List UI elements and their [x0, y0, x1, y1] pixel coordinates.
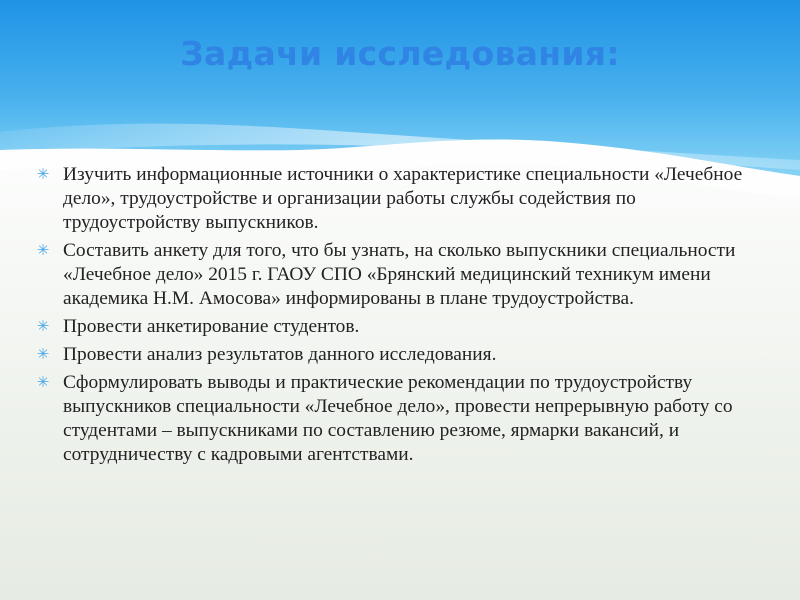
list-item	[36, 163, 766, 235]
list-item-text: Провести анкетирование студентов.	[63, 316, 360, 337]
list-item-text: Сформулировать выводы и практические рекомендации по трудоустройству выпускников специальности «Лечебное дело», провести непрерывную работу со студентами – выпускниками по составлению резюме, ярмарки вакансий, и сотрудничеству с кадровыми агентствами.	[63, 372, 733, 465]
list-item	[36, 239, 766, 311]
list-item	[36, 371, 766, 467]
task-list	[36, 163, 766, 471]
asterisk-bullet-icon: ✳	[36, 375, 50, 391]
list-item-text: Изучить информационные источники о характеристике специальности «Лечебное дело», трудоустройстве и организации работы службы содействия по трудоустройству выпускников.	[63, 164, 743, 233]
slide-title: Задачи исследования:	[180, 34, 620, 73]
list-item	[36, 315, 766, 339]
asterisk-bullet-icon: ✳	[36, 167, 50, 183]
asterisk-bullet-icon: ✳	[36, 243, 50, 259]
asterisk-bullet-icon: ✳	[36, 319, 50, 335]
list-item-text: Составить анкету для того, что бы узнать, на сколько выпускники специальности «Лечебное дело» 2015 г. ГАОУ СПО «Брянский медицинский техникум имени академика Н.М. Амосова» информированы в плане трудоустройства.	[63, 240, 736, 309]
asterisk-bullet-icon: ✳	[36, 347, 50, 363]
list-item	[36, 343, 766, 367]
list-item-text: Провести анализ результатов данного исследования.	[63, 344, 497, 365]
